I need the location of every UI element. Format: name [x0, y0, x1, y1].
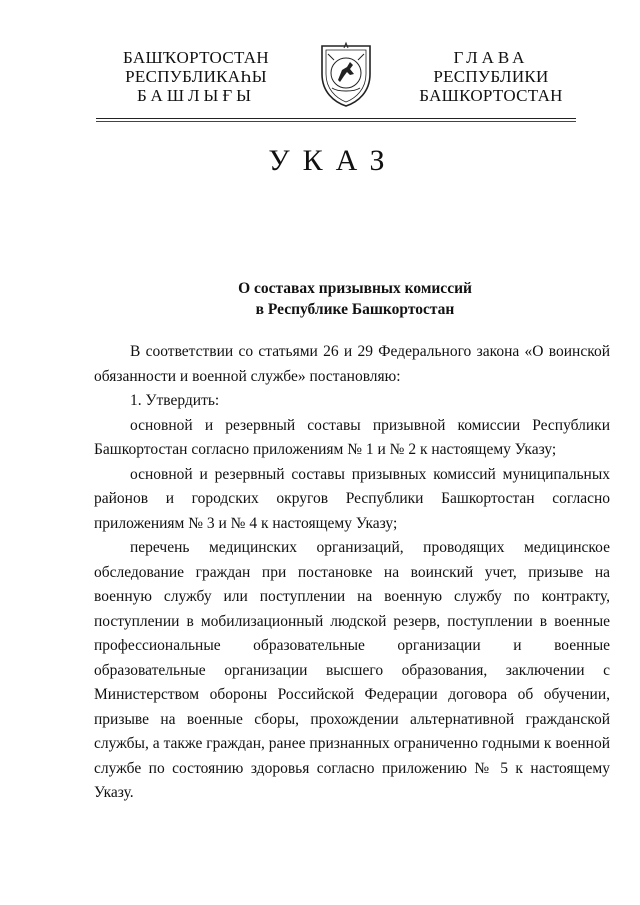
- document-title: [120, 278, 590, 320]
- header-left-org: [96, 48, 296, 105]
- body-paragraph: основной и резервный составы призывных комиссий муниципальных районов и городских округов Республики Башкортостан согласно приложениям № 3 и № 4 к настоящему Указу;: [94, 465, 610, 532]
- header-right-line: РЕСПУБЛИКИ: [433, 67, 549, 86]
- header-left-line: БАШЛЫҒЫ: [137, 86, 255, 105]
- header-left-line: БАШҠОРТОСТАН: [123, 48, 269, 67]
- document-type: УКАЗ: [268, 144, 398, 177]
- header-left-line: РЕСПУБЛИКАҺЫ: [125, 67, 267, 86]
- document-body: [94, 340, 610, 806]
- body-paragraph: основной и резервный составы призывной комиссии Республики Башкортостан согласно приложениям № 1 и № 2 к настоящему Указу;: [94, 416, 610, 458]
- document-header: [96, 40, 576, 120]
- header-right-line: ГЛАВА: [453, 48, 529, 67]
- body-paragraph: перечень медицинских организаций, проводящих медицинское обследование граждан при постановке на воинский учет, призыве на военную службу или поступлении на военную службу по контракту, поступлении в мобилизационный людской резерв, поступлении в военные профессиональные образовательные организации и военные образовательные организации высшего образования, заключении с Министерством обороны Российской Федерации договора об обучении, призыве на военные сборы, прохождении альтернативной гражданской службы, а также граждан, ранее признанных ограниченно годными к военной службе по состоянию здоровья согласно приложению № 5 к настоящему Указу.: [94, 539, 610, 801]
- title-line: в Республике Башкортостан: [255, 301, 455, 318]
- title-line: О составах призывных комиссий: [238, 280, 472, 297]
- header-right-org: [406, 48, 576, 105]
- header-divider-thin: [96, 121, 576, 122]
- body-paragraph: В соответствии со статьями 26 и 29 Федерального закона «О воинской обязанности и военной службе» постановляю:: [94, 343, 610, 385]
- body-paragraph: 1. Утвердить:: [130, 392, 220, 409]
- header-right-line: БАШКОРТОСТАН: [419, 86, 563, 105]
- bashkortostan-emblem-icon: [314, 40, 378, 108]
- header-divider: [96, 118, 576, 119]
